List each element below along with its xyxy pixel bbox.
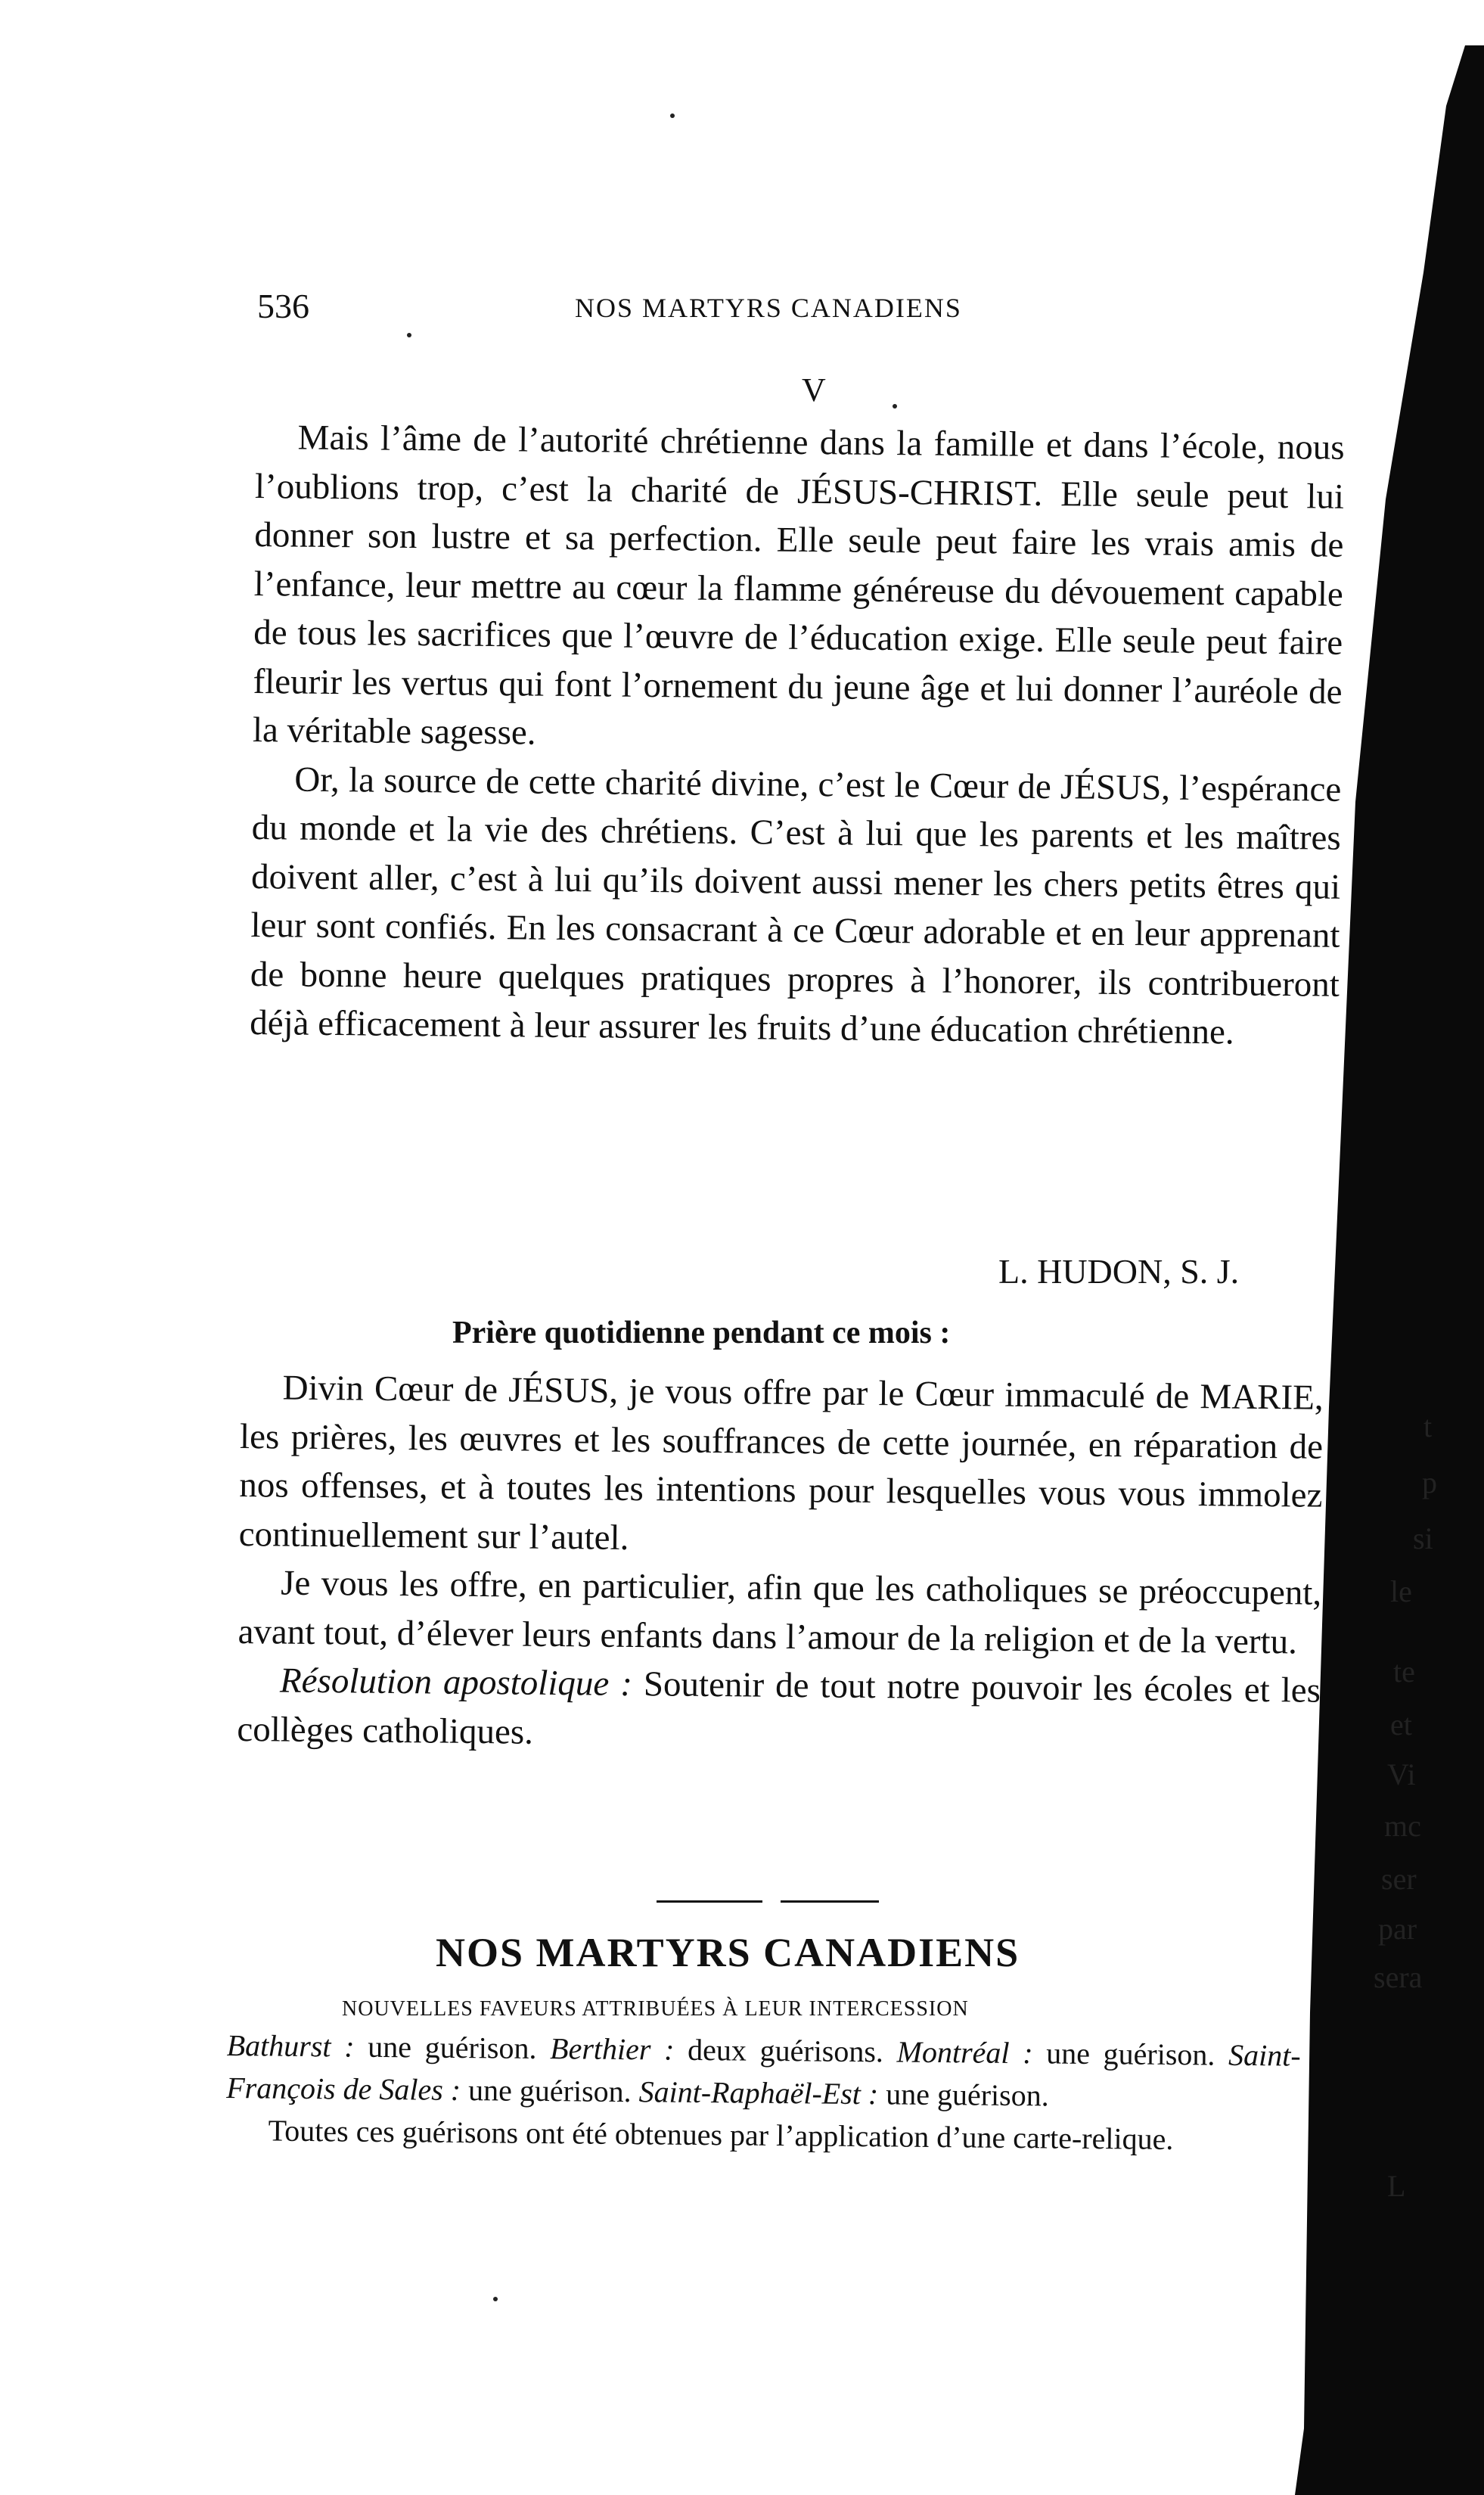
closing-paragraph: Toutes ces guérisons ont été obtenues par l’application d’une carte-relique.: [268, 2113, 1174, 2157]
speck: [407, 333, 411, 337]
place-name: Berthier :: [549, 2031, 675, 2067]
edge-fragment: te: [1393, 1655, 1415, 1689]
edge-fragment: mc: [1384, 1809, 1421, 1843]
place-name: Saint-Raphaël-Est :: [638, 2074, 879, 2111]
page-number: 536: [257, 287, 309, 325]
paragraph: Mais l’âme de l’autorité chrétienne dans la famille et dans l’école, nous l’oublions trop, c’est la charité de JÉSUS-CHRIST. Elle seule peut lui donner son lustre et sa perfection. Elle seule peut faire les vrais amis de l’enfance, leur mettre au cœur la flamme généreuse du dévouement capable de tous les sacrifices que l’œuvre de l’éducation exige. Elle seule peut faire fleurir les vertus qui font l’ornement du jeune âge et lui donner l’auréole de la véritable sagesse.: [252, 418, 1345, 753]
favor-text: une guérison.: [1032, 2036, 1229, 2072]
speck: [670, 113, 675, 118]
page-header: [257, 286, 1059, 331]
running-head: NOS MARTYRS CANADIENS: [575, 293, 962, 323]
divider-rule: [657, 1900, 762, 1903]
favors-list: [226, 2024, 1301, 2120]
resolution-text: Soutenir de tout notre pouvoir les écoles et les collèges catholiques.: [237, 1664, 1321, 1752]
edge-fragment: Vi: [1387, 1757, 1416, 1791]
edge-fragment: p: [1422, 1465, 1437, 1499]
resolution-label: Résolution apostolique :: [279, 1661, 633, 1704]
edge-fragment: t: [1423, 1409, 1433, 1443]
edge-fragment: sera: [1374, 1960, 1423, 1994]
favors-title: NOS MARTYRS CANADIENS: [436, 1930, 1020, 1975]
paragraph: Je vous les offre, en particulier, afin que les catholiques se préoccupent, avant tout, d’élever leurs enfants dans l’amour de la religion et de la vertu.: [238, 1563, 1322, 1661]
edge-fragment: et: [1390, 1707, 1412, 1742]
prayer-title: Prière quotidienne pendant ce mois :: [452, 1316, 951, 1350]
favor-text: une guérison.: [878, 2077, 1049, 2113]
edge-fragment: ser: [1381, 1862, 1417, 1896]
favor-text: une guérison.: [354, 2029, 551, 2066]
prayer-text: [237, 1363, 1324, 1764]
divider-rule: [781, 1900, 879, 1903]
paragraph: Divin Cœur de JÉSUS, je vous offre par le Cœur immaculé de MARIE, les prières, les œuvres et les souffrances de cette journée, en réparation de nos offenses, et à toutes les intentions pour lesquelles vous vous immolez continuellement sur l’autel.: [238, 1368, 1324, 1558]
section-text: [250, 413, 1345, 1058]
edge-fragment: par: [1378, 1912, 1417, 1946]
favors-text: [225, 2024, 1301, 2162]
place-name: Saint-François de Sales :: [225, 2037, 1301, 2107]
place-name: Montréal :: [896, 2034, 1033, 2071]
edge-fragment: L: [1387, 2169, 1406, 2203]
edge-fragment: le: [1390, 1574, 1412, 1608]
favor-text: une guérison.: [460, 2072, 639, 2109]
paragraph: Or, la source de cette charité divine, c’est le Cœur de JÉSUS, l’espérance du monde et la vie des chrétiens. C’est à lui que les parents et les maîtres doivent aller, c’est à lui qu’ils doivent aussi mener les chers petits êtres qui leur sont confiés. En les consacrant à ce Cœur adorable et en leur apprenant de bonne heure quelques pratiques propres à l’honorer, ils contribueront déjà efficacement à leur assurer les fruits d’une éducation chrétienne.: [250, 760, 1342, 1052]
place-name: Bathurst :: [226, 2027, 355, 2064]
speck: [893, 404, 897, 409]
edge-fragment: si: [1413, 1521, 1433, 1555]
favors-subtitle: NOUVELLES FAVEURS ATTRIBUÉES À LEUR INTERCESSION: [342, 1997, 969, 2021]
author-signature: L. HUDON, S. J.: [998, 1252, 1240, 1291]
binding-shadow: [1295, 45, 1484, 2495]
resolution-paragraph: [237, 1656, 1321, 1764]
favor-text: deux guérisons.: [674, 2032, 897, 2069]
section-number: V: [802, 371, 826, 409]
speck: [493, 2297, 498, 2301]
